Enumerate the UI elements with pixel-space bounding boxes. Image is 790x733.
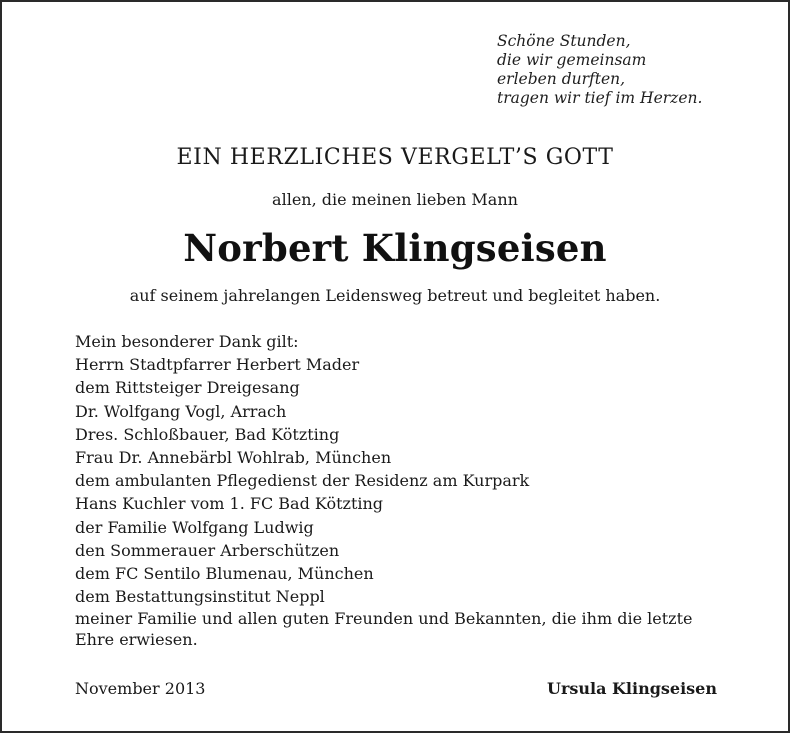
thanks-section <box>75 330 715 650</box>
thanks-item: Frau Dr. Annebärbl Wohlrab, München <box>75 448 392 468</box>
thanks-item: Herrn Stadtpfarrer Herbert Mader <box>75 355 360 375</box>
poem-line: Schöne Stunden, <box>497 32 631 50</box>
thanks-item: Hans Kuchler vom 1. FC Bad Kötzting <box>75 494 384 514</box>
poem-line: die wir gemeinsam <box>497 51 647 69</box>
deceased-name: Norbert Klingseisen <box>183 226 607 270</box>
subline: auf seinem jahrelangen Leidensweg betreut und begleitet haben. <box>129 286 661 305</box>
thanks-item: der Familie Wolfgang Ludwig <box>75 517 314 537</box>
thanks-item: dem Rittsteiger Dreigesang <box>75 378 300 398</box>
thanks-intro: Mein besonderer Dank gilt: <box>75 332 299 351</box>
memorial-poem <box>497 32 702 108</box>
signature: Ursula Klingseisen <box>546 679 717 698</box>
thanks-item: dem FC Sentilo Blumenau, München <box>75 564 374 584</box>
poem-line: erleben durften, <box>497 70 626 88</box>
thanks-closing: meiner Familie und allen guten Freunden und Bekannten, die ihm die letzte Ehre erwiesen. <box>75 609 693 650</box>
thanks-item: dem Bestattungsinstitut Neppl <box>75 587 325 607</box>
notice-heading: EIN HERZLICHES VERGELT’S GOTT <box>176 145 614 170</box>
thanks-item: dem ambulanten Pflegedienst der Residenz am Kurpark <box>75 471 530 491</box>
poem-line: tragen wir tief im Herzen. <box>497 89 703 107</box>
thanks-item: Dr. Wolfgang Vogl, Arrach <box>75 401 287 421</box>
notice-date: November 2013 <box>75 679 206 698</box>
thanks-item: Dres. Schloßbauer, Bad Kötzting <box>75 424 340 444</box>
thanks-item: den Sommerauer Arberschützen <box>75 540 340 560</box>
intro-line: allen, die meinen lieben Mann <box>272 190 518 209</box>
